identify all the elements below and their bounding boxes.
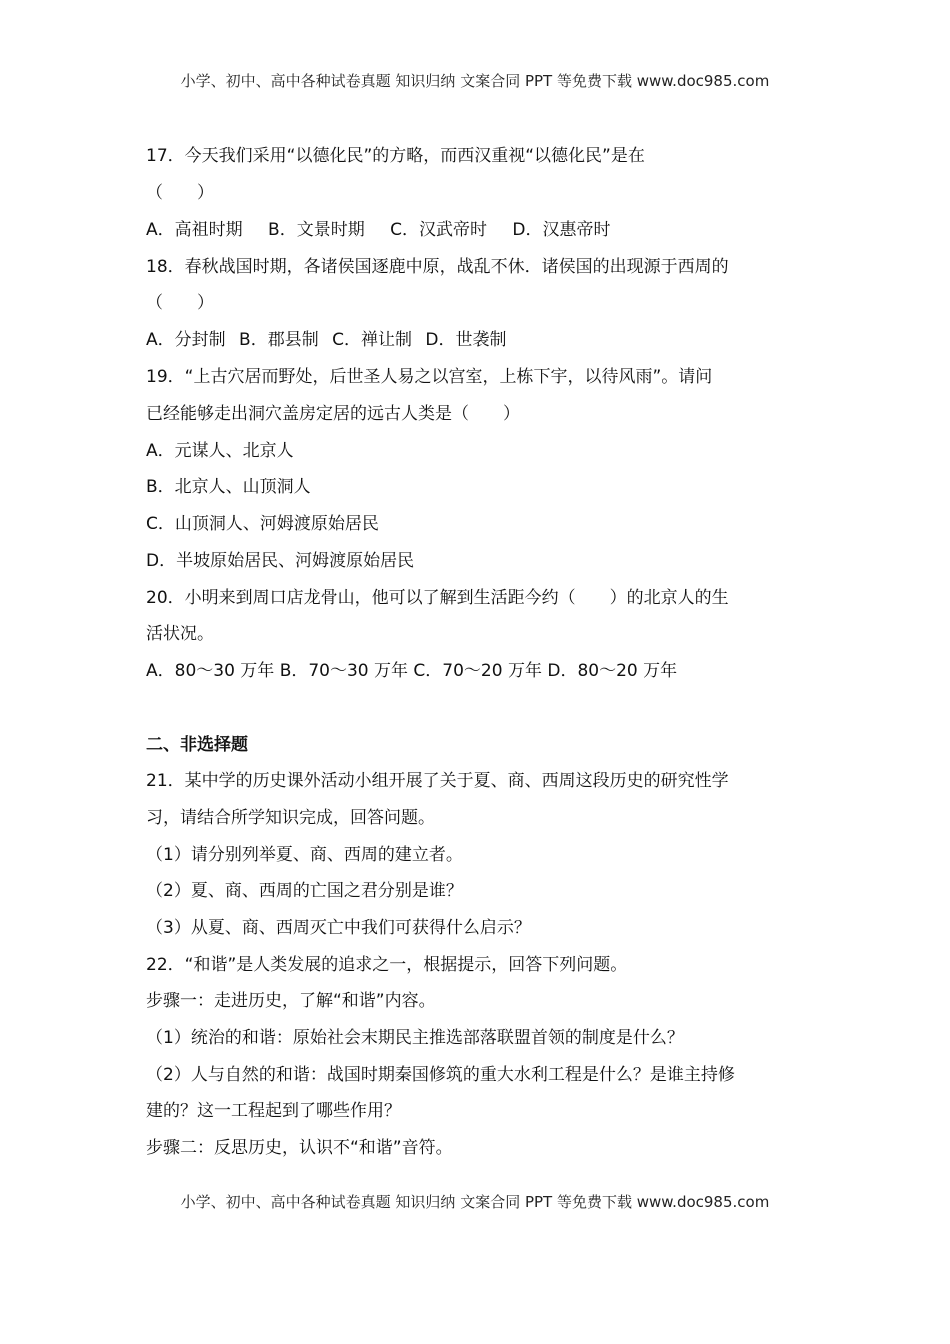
q17-stem: 17．今天我们采用“以德化民”的方略，而西汉重视“以德化民”是在: [146, 146, 645, 166]
q20-stem-line2: 活状况。: [146, 624, 214, 644]
q22-step-2: 步骤二：反思历史，认识不“和谐”音符。: [146, 1138, 453, 1158]
q17-options: [146, 218, 816, 242]
q22-part-2-line2: 建的？这一工程起到了哪些作用？: [146, 1101, 401, 1121]
q21-stem-line1: 21．某中学的历史课外活动小组开展了关于夏、商、西周这段历史的研究性学: [146, 771, 729, 791]
q19-option-b: B．北京人、山顶洞人: [146, 477, 311, 497]
q22-stem: 22．“和谐”是人类发展的追求之一，根据提示，回答下列问题。: [146, 955, 628, 975]
q17-option-d: D．汉惠帝时: [512, 220, 611, 240]
q20-stem-line1: 20．小明来到周口店龙骨山，他可以了解到生活距今约（ ）的北京人的生: [146, 588, 729, 608]
q20-options: A．80～30 万年 B．70～30 万年 C．70～20 万年 D．80～20 万年: [146, 661, 678, 681]
q18-option-b: B．郡县制: [239, 330, 319, 350]
page-footer: 小学、初中、高中各种试卷真题 知识归纳 文案合同 PPT 等免费下载 www.doc985.com: [180, 1193, 770, 1211]
q22-step-1: 步骤一：走进历史，了解“和谐”内容。: [146, 991, 436, 1011]
q19-stem-line2: 已经能够走出洞穴盖房定居的远古人类是（ ）: [146, 404, 520, 424]
q21-part-2: （2）夏、商、西周的亡国之君分别是谁？: [146, 881, 463, 901]
q17-option-b: B．文景时期: [268, 220, 365, 240]
section-title: 二、非选择题: [146, 735, 248, 755]
q19-option-d: D．半坡原始居民、河姆渡原始居民: [146, 551, 415, 571]
q17-option-a: A．高祖时期: [146, 220, 243, 240]
q18-option-d: D．世袭制: [425, 330, 507, 350]
q21-part-3: （3）从夏、商、西周灭亡中我们可获得什么启示？: [146, 918, 531, 938]
q18-blank: （ ）: [146, 293, 214, 313]
page-header: 小学、初中、高中各种试卷真题 知识归纳 文案合同 PPT 等免费下载 www.doc985.com: [180, 72, 770, 90]
q19-stem-line1: 19．“上古穴居而野处，后世圣人易之以宫室，上栋下宇，以待风雨”。请问: [146, 367, 713, 387]
q22-part-2-line1: （2）人与自然的和谐：战国时期秦国修筑的重大水利工程是什么？是谁主持修: [146, 1065, 735, 1085]
q22-part-1: （1）统治的和谐：原始社会末期民主推选部落联盟首领的制度是什么？: [146, 1028, 684, 1048]
q17-option-c: C．汉武帝时: [390, 220, 487, 240]
q18-options: [146, 328, 816, 352]
q18-stem: 18．春秋战国时期，各诸侯国逐鹿中原，战乱不休．诸侯国的出现源于西周的: [146, 257, 729, 277]
q18-option-a: A．分封制: [146, 330, 226, 350]
q19-option-c: C．山顶洞人、河姆渡原始居民: [146, 514, 379, 534]
q21-part-1: （1）请分别列举夏、商、西周的建立者。: [146, 845, 463, 865]
q21-stem-line2: 习，请结合所学知识完成，回答问题。: [146, 808, 435, 828]
q18-option-c: C．禅让制: [332, 330, 412, 350]
q17-blank: （ ）: [146, 183, 214, 203]
q19-option-a: A．元谋人、北京人: [146, 441, 294, 461]
